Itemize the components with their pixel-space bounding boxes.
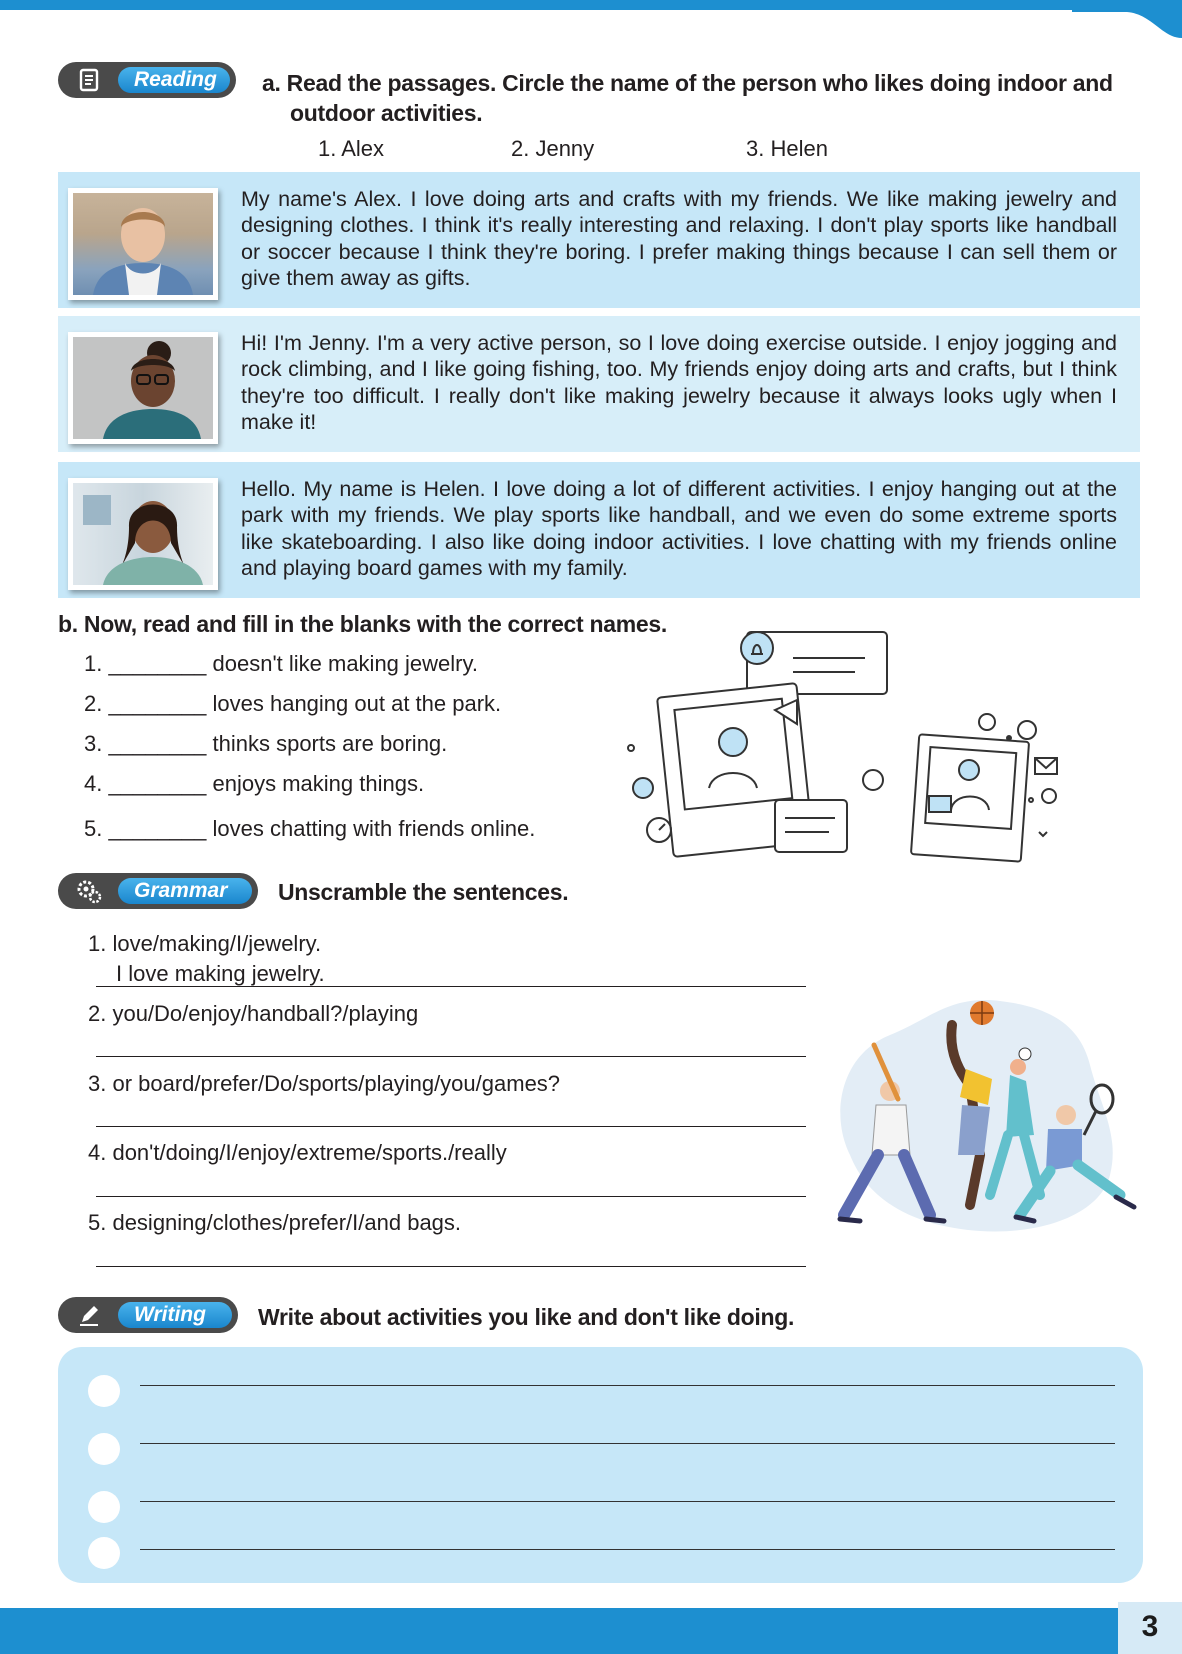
grammar-badge xyxy=(58,873,258,909)
writing-line-1[interactable] xyxy=(140,1385,1115,1386)
fill-item-num: 5. xyxy=(84,816,103,841)
fill-item-blank[interactable]: ________ xyxy=(108,731,207,756)
bullet-dot xyxy=(88,1491,120,1523)
fill-item-num: 2. xyxy=(84,691,103,716)
grammar-answer-line-2[interactable] xyxy=(96,1030,806,1057)
writing-line-2[interactable] xyxy=(140,1443,1115,1444)
bottom-band xyxy=(0,1608,1182,1654)
fill-item-text: loves chatting with friends online. xyxy=(212,816,536,841)
passage-alex xyxy=(58,172,1140,308)
passage-helen-text: Hello. My name is Helen. I love doing a lot of different activities. I enjoy hanging out at the park with my friends. We play sports like handball, and we even do some extreme sports like skateboarding. I also like doing indoor activities. I love chatting with my friends online and playing board games with my family. xyxy=(241,477,1117,581)
bullet-dot xyxy=(88,1375,120,1407)
grammar-instruction: Unscramble the sentences. xyxy=(278,879,569,905)
bullet-dot xyxy=(88,1433,120,1465)
document-icon xyxy=(76,67,102,93)
fill-item-num: 1. xyxy=(84,651,103,676)
grammar-item-4-prompt: 4. don't/doing/I/enjoy/extreme/sports./really xyxy=(88,1140,507,1165)
writing-line-4[interactable] xyxy=(140,1549,1115,1550)
passage-helen xyxy=(58,462,1140,598)
fill-item-blank[interactable]: ________ xyxy=(108,691,207,716)
fill-item-blank[interactable]: ________ xyxy=(108,771,207,796)
writing-line-3[interactable] xyxy=(140,1501,1115,1502)
fill-item-num: 4. xyxy=(84,771,103,796)
grammar-item-2-prompt: 2. you/Do/enjoy/handball?/playing xyxy=(88,1001,419,1026)
fill-item-3 xyxy=(84,730,447,757)
passage-alex-text: My name's Alex. I love doing arts and crafts with my friends. We like making jewelry and designing clothes. I think it's really interesting and relaxing. I don't play sports like handball or soccer because I think they're boring. I prefer making things because I can sell them or give them away as gifts. xyxy=(241,187,1117,291)
option-alex[interactable]: 1. Alex xyxy=(318,136,385,161)
top-band xyxy=(0,0,1182,10)
fill-item-blank[interactable]: ________ xyxy=(108,651,207,676)
option-helen[interactable]: 3. Helen xyxy=(746,136,828,161)
grammar-answer-line-4[interactable] xyxy=(96,1170,806,1197)
fill-item-blank[interactable]: ________ xyxy=(108,816,207,841)
grammar-answer-line-1[interactable] xyxy=(96,960,806,987)
grammar-item-5-prompt: 5. designing/clothes/prefer/I/and bags. xyxy=(88,1210,462,1235)
grammar-answer-line-5[interactable] xyxy=(96,1240,806,1267)
fill-item-5 xyxy=(84,815,535,842)
fill-item-2 xyxy=(84,690,501,717)
fill-item-text: thinks sports are boring. xyxy=(212,731,448,756)
writing-badge-label: Writing xyxy=(118,1302,232,1328)
grammar-answer-line-3[interactable] xyxy=(96,1100,806,1127)
jenny-photo xyxy=(68,332,218,444)
top-corner-curve xyxy=(1072,0,1182,38)
grammar-item-3-prompt: 3. or board/prefer/Do/sports/playing/you/games? xyxy=(88,1071,561,1096)
grammar-item-1-prompt: 1. love/making/I/jewelry. xyxy=(88,931,322,956)
reading-badge xyxy=(58,62,236,98)
grammar-badge-label: Grammar xyxy=(118,878,252,904)
bullet-dot xyxy=(88,1537,120,1569)
fill-item-num: 3. xyxy=(84,731,103,756)
fill-item-text: loves hanging out at the park. xyxy=(212,691,502,716)
reading-instruction-a-line2: outdoor activities. xyxy=(290,100,483,126)
social-media-illustration xyxy=(625,620,1095,865)
grammar-answer-1: I love making jewelry. xyxy=(116,961,325,986)
fill-item-text: enjoys making things. xyxy=(212,771,425,796)
fill-item-text: doesn't like making jewelry. xyxy=(212,651,478,676)
writing-badge xyxy=(58,1297,238,1333)
sports-illustration xyxy=(820,995,1150,1240)
pencil-icon xyxy=(76,1302,102,1328)
passage-jenny-text: Hi! I'm Jenny. I'm a very active person, so I love doing exercise outside. I enjoy jogging and rock climbing, and I like going fishing, too. My friends enjoy doing arts and crafts, but I think they're too difficult. I really don't like making jewelry because it always looks ugly when I make it! xyxy=(241,331,1117,435)
reading-instruction-b: b. Now, read and fill in the blanks with the correct names. xyxy=(58,611,667,637)
reading-badge-label: Reading xyxy=(118,67,230,93)
passage-jenny xyxy=(58,316,1140,452)
writing-box xyxy=(58,1347,1143,1583)
reading-instruction-a-line1: a. Read the passages. Circle the name of the person who likes doing indoor and xyxy=(262,70,1113,96)
page-number: 3 xyxy=(1141,1610,1159,1643)
option-jenny[interactable]: 2. Jenny xyxy=(511,136,595,161)
fill-item-1 xyxy=(84,650,478,677)
writing-instruction: Write about activities you like and don't like doing. xyxy=(258,1304,795,1330)
alex-photo xyxy=(68,188,218,300)
fill-item-4 xyxy=(84,770,424,797)
gears-icon xyxy=(76,878,102,904)
helen-photo xyxy=(68,478,218,590)
